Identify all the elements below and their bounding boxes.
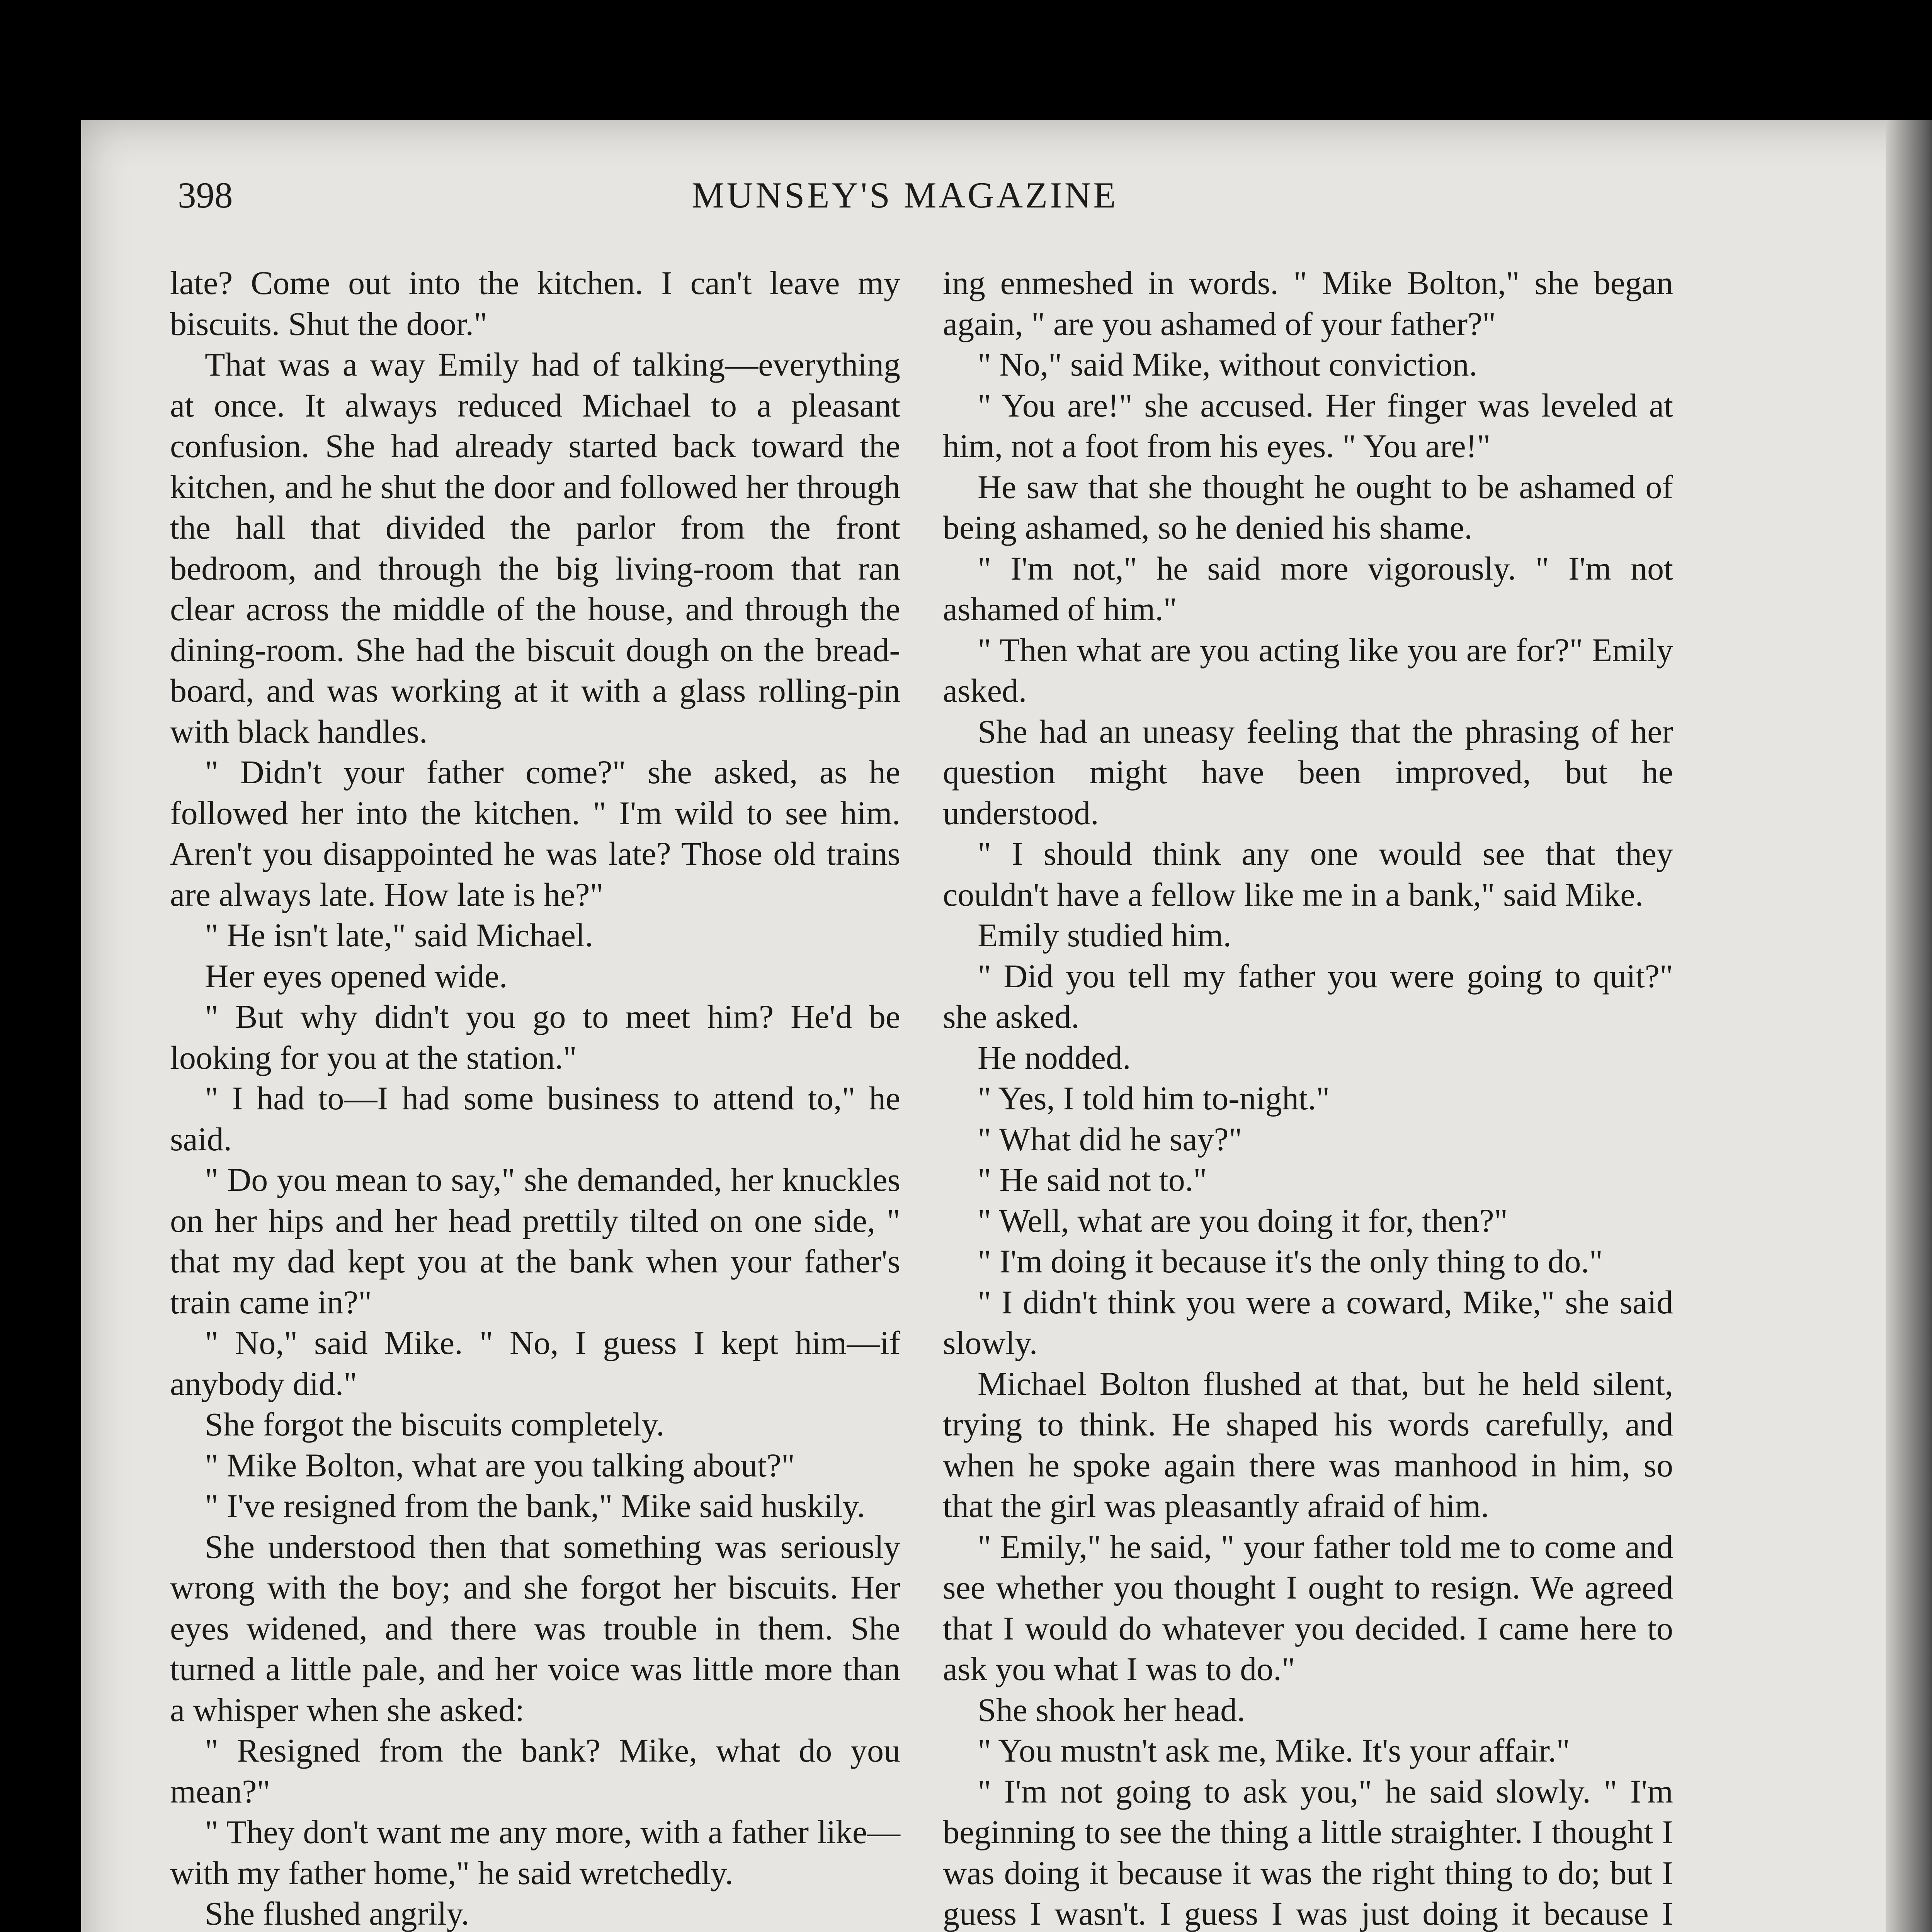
paragraph: " No," said Mike, without conviction. (978, 346, 1478, 383)
paragraph: " I'm not," he said more vigorously. " I'm not ashamed of him." (943, 549, 1673, 628)
running-head: MUNSEY'S MAGAZINE (692, 175, 1118, 216)
right-column (943, 263, 1673, 1932)
paragraph: Michael Bolton flushed at that, but he held silent, trying to think. He shaped his words carefully, and when he spoke again there was manhood in him, so that the girl was pleasantly afraid of him. (943, 1365, 1673, 1524)
paragraph: " I've resigned from the bank," Mike said huskily. (205, 1487, 865, 1524)
paragraph: " Yes, I told him to-night." (978, 1080, 1330, 1117)
paragraph: " No," said Mike. " No, I guess I kept him—if anybody did." (170, 1324, 900, 1402)
page-binding-shadow (1886, 120, 1932, 1932)
paragraph: " Do you mean to say," she demanded, her knuckles on her hips and her head prettily tilted on one side, " that my dad kept you at the bank when your father's train came in?" (170, 1161, 900, 1321)
left-column (170, 263, 900, 1932)
paragraph: She shook her head. (978, 1691, 1245, 1728)
paragraph: Her eyes opened wide. (205, 957, 508, 995)
paragraph: " Then what are you acting like you are for?" Emily asked. (943, 631, 1673, 709)
paragraph: She had an uneasy feeling that the phrasing of her question might have been improved, but he understood. (943, 713, 1673, 832)
paragraph: " What did he say?" (978, 1120, 1242, 1158)
paragraph: " I didn't think you were a coward, Mike," she said slowly. (943, 1283, 1673, 1361)
paragraph: That was a way Emily had of talking—everything at once. It always reduced Michael to a pleasant confusion. She had already started back toward the kitchen, and he shut the door and followed her through the hall that divided the parlor from the front bedroom, and through the big living-room that ran clear across the middle of the house, and through the dining-room. She had the biscuit dough on the bread-board, and was working at it with a glass rolling-pin with black handles. (170, 346, 900, 750)
page-header (178, 174, 1236, 224)
paragraph: " Resigned from the bank? Mike, what do you mean?" (170, 1732, 900, 1810)
paragraph: She flushed angrily. (205, 1895, 469, 1932)
paragraph: She forgot the biscuits completely. (205, 1406, 665, 1443)
paragraph: He nodded. (978, 1039, 1131, 1076)
paragraph: " You are!" she accused. Her finger was leveled at him, not a foot from his eyes. " You are!" (943, 386, 1673, 464)
paragraph: He saw that she thought he ought to be ashamed of being ashamed, so he denied his shame. (943, 468, 1673, 546)
paragraph: " He isn't late," said Michael. (205, 917, 594, 954)
paragraph: " Well, what are you doing it for, then?" (978, 1202, 1508, 1239)
paragraph: " Mike Bolton, what are you talking about?" (205, 1446, 795, 1484)
paragraph: late? Come out into the kitchen. I can't leave my biscuits. Shut the door." (170, 264, 900, 342)
paragraph: " Did you tell my father you were going to quit?" she asked. (943, 957, 1673, 1035)
paragraph: " Emily," he said, " your father told me to come and see whether you thought I ought to resign. We agreed that I would do whatever you decided. I came here to ask you what I was to do." (943, 1528, 1673, 1687)
paragraph: " I'm doing it because it's the only thing to do." (978, 1243, 1603, 1280)
paragraph: " I should think any one would see that they couldn't have a fellow like me in a bank," said Mike. (943, 835, 1673, 913)
paragraph: She understood then that something was seriously wrong with the boy; and she forgot her biscuits. Her eyes widened, and there was trouble in them. She turned a little pale, and her voice was little more than a whisper when she asked: (170, 1528, 900, 1728)
paragraph: ing enmeshed in words. " Mike Bolton," she began again, " are you ashamed of your father?" (943, 264, 1673, 342)
page-number: 398 (178, 175, 233, 216)
paragraph: " They don't want me any more, with a father like—with my father home," he said wretchedly. (170, 1813, 900, 1891)
paragraph: " Didn't your father come?" she asked, as he followed her into the kitchen. " I'm wild to see him. Aren't you disappointed he was late? Those old trains are always late. How late is he?" (170, 753, 900, 913)
paragraph: " I'm not going to ask you," he said slowly. " I'm beginning to see the thing a little straighter. I thought I was doing it because it was the right thing to do; but I guess I wasn't. I guess I was just doing it because I (943, 1772, 1673, 1932)
paragraph: " But why didn't you go to meet him? He'd be looking for you at the station." (170, 998, 900, 1076)
paragraph: " I had to—I had some business to attend to," he said. (170, 1080, 900, 1158)
paragraph: Emily studied him. (978, 917, 1231, 954)
paragraph: " You mustn't ask me, Mike. It's your affair." (978, 1732, 1570, 1769)
paragraph: " He said not to." (978, 1161, 1207, 1198)
